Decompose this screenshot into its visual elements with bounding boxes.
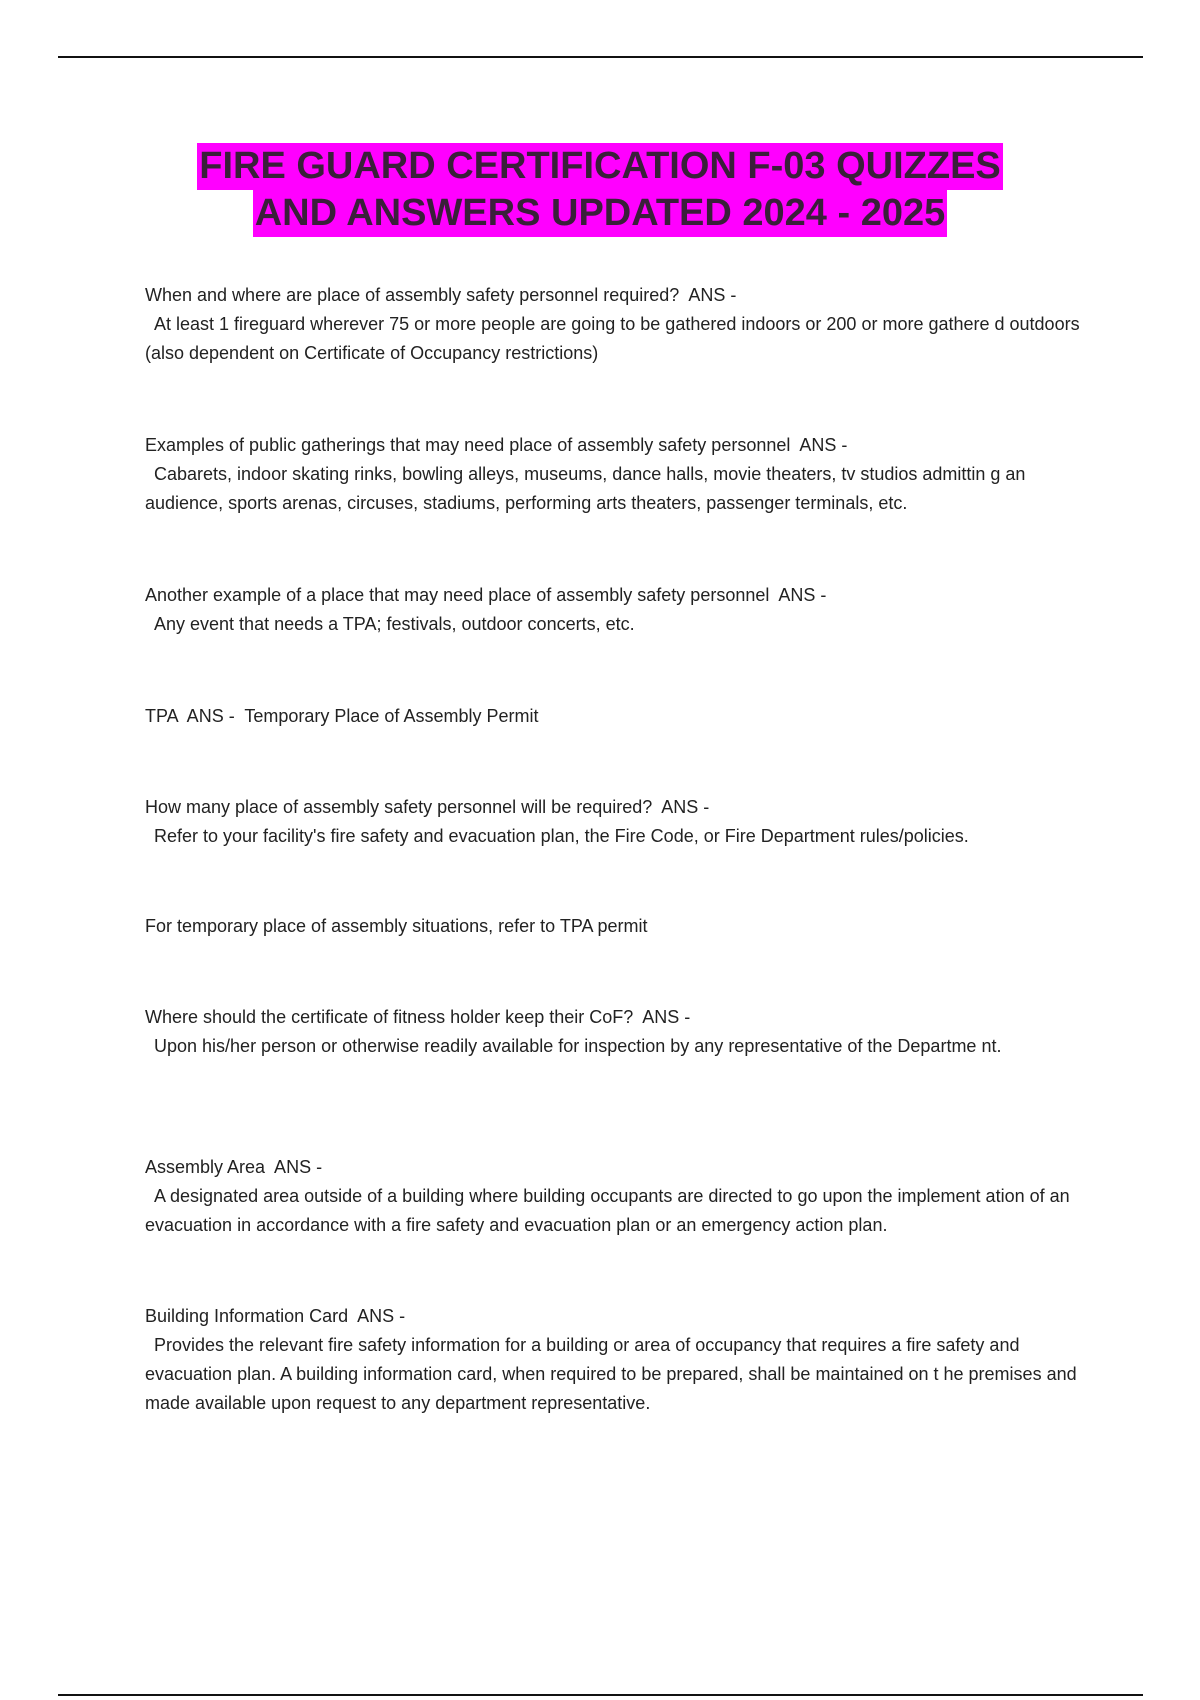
answer: A designated area outside of a building where building occupants are directed to go upon the implement ation of an evacuation in accordance with a fire safety and evacuation plan or an emergency action plan.: [145, 1186, 1070, 1235]
qa-entry: [145, 431, 1090, 518]
qa-entry: [145, 1153, 1090, 1240]
question: Another example of a place that may need place of assembly safety personnel ANS -: [145, 585, 827, 605]
qa-entry: [145, 281, 1090, 368]
answer: Cabarets, indoor skating rinks, bowling alleys, museums, dance halls, movie theaters, tv studios admittin g an audience, sports arenas, circuses, stadiums, performing arts theaters, passenger terminals, etc.: [145, 464, 1026, 513]
document-title: [0, 143, 1200, 237]
question: For temporary place of assembly situations, refer to TPA permit: [145, 916, 648, 936]
question: Where should the certificate of fitness holder keep their CoF? ANS -: [145, 1007, 691, 1027]
answer: Upon his/her person or otherwise readily available for inspection by any representative of the Departme nt.: [154, 1036, 1002, 1056]
qa-entry: [145, 912, 1090, 941]
qa-entry: [145, 1302, 1090, 1418]
qa-entry: [145, 793, 1090, 851]
top-rule: [58, 56, 1143, 58]
answer: Refer to your facility's fire safety and evacuation plan, the Fire Code, or Fire Department rules/policies.: [154, 826, 969, 846]
answer: At least 1 fireguard wherever 75 or more people are going to be gathered indoors or 200 or more gathere d outdoors (also dependent on Certificate of Occupancy restrictions): [145, 314, 1080, 363]
question: TPA ANS - Temporary Place of Assembly Permit: [145, 706, 539, 726]
question: How many place of assembly safety personnel will be required? ANS -: [145, 797, 710, 817]
title-line-2: AND ANSWERS UPDATED 2024 - 2025: [253, 190, 948, 237]
bottom-rule: [58, 1694, 1143, 1696]
question: Assembly Area ANS -: [145, 1157, 323, 1177]
title-line-1: FIRE GUARD CERTIFICATION F-03 QUIZZES: [197, 143, 1003, 190]
answer: Any event that needs a TPA; festivals, outdoor concerts, etc.: [154, 614, 635, 634]
answer: Provides the relevant fire safety information for a building or area of occupancy that requires a fire safety and evacuation plan. A building information card, when required to be prepared, shall be maintained on t he premises and made available upon request to any department representative.: [145, 1335, 1077, 1413]
question: Examples of public gatherings that may need place of assembly safety personnel ANS -: [145, 435, 848, 455]
question: When and where are place of assembly safety personnel required? ANS -: [145, 285, 737, 305]
question: Building Information Card ANS -: [145, 1306, 406, 1326]
qa-entry: [145, 1003, 1090, 1061]
qa-entry: [145, 581, 1090, 639]
qa-entry: [145, 702, 1090, 731]
